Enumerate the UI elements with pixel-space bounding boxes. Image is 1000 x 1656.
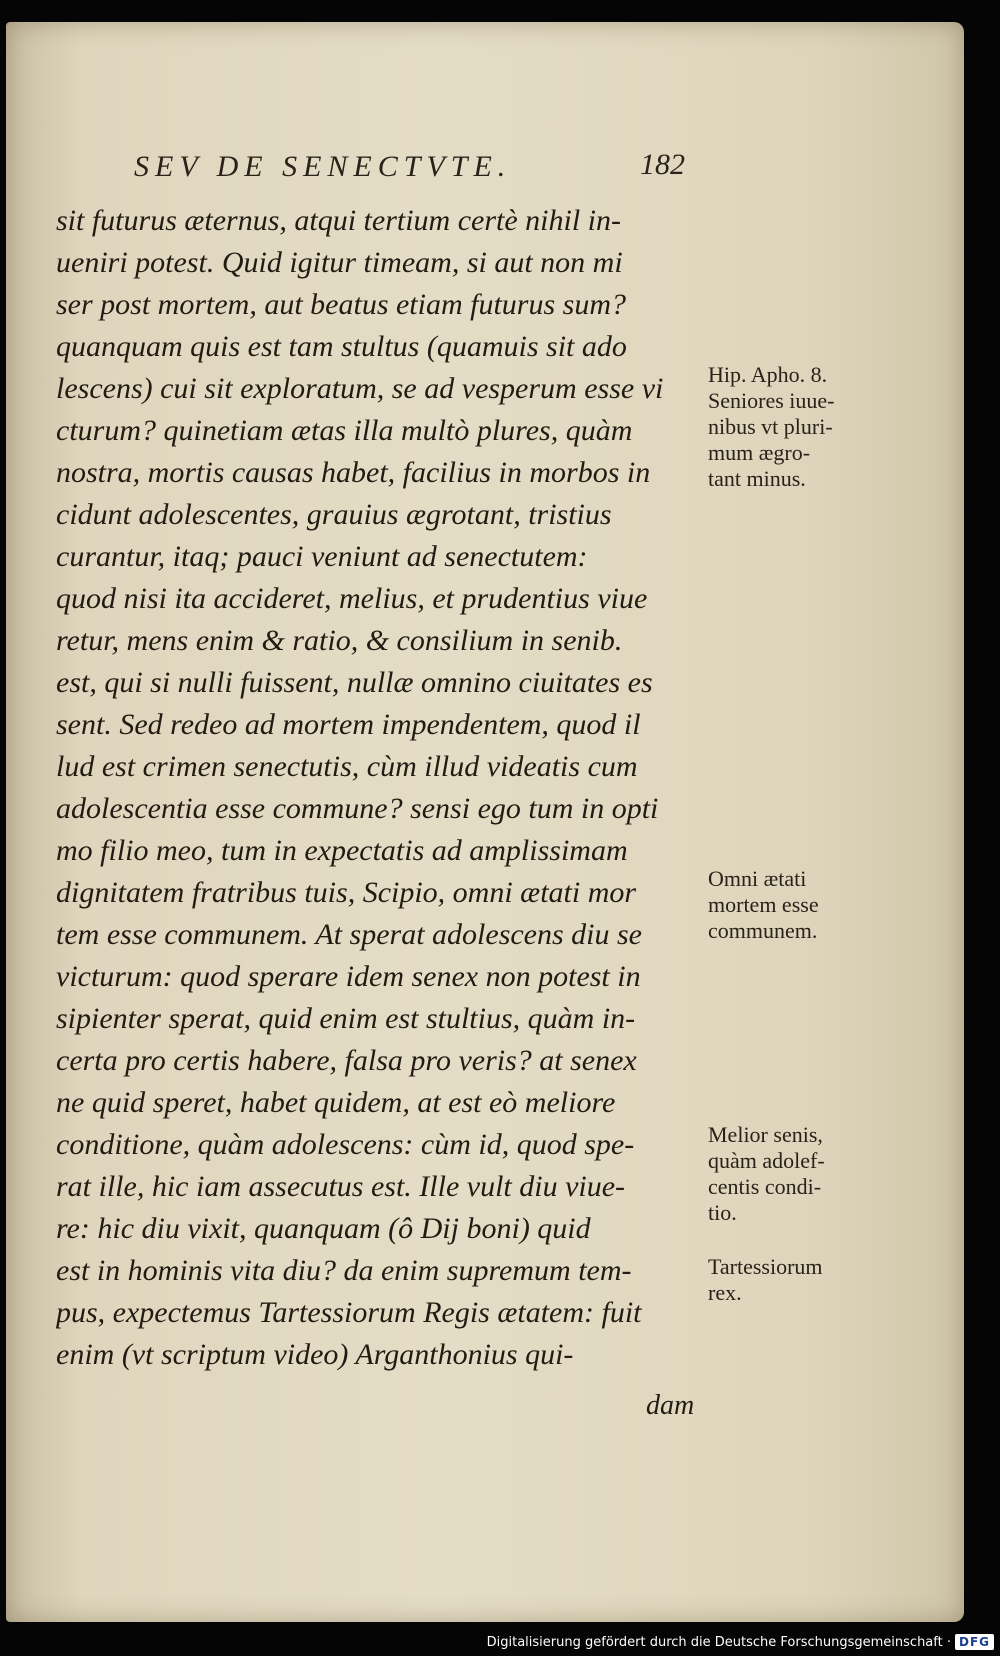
text-line: quanquam quis est tam stultus (quamuis sit ado bbox=[56, 330, 627, 363]
book-page bbox=[6, 22, 964, 1622]
text-line: re: hic diu vixit, quanquam (ô Dij boni) quid bbox=[56, 1212, 591, 1245]
note-line: centis condi- bbox=[708, 1174, 822, 1199]
text-line: conditione, quàm adolescens: cùm id, quod spe- bbox=[56, 1128, 635, 1161]
text-line: est in hominis vita diu? da enim supremum tem- bbox=[56, 1254, 632, 1287]
marginal-note-melior-senis bbox=[708, 1122, 908, 1226]
text-line: curantur, itaq; pauci veniunt ad senectutem: bbox=[56, 540, 588, 573]
text-line: mo filio meo, tum in expectatis ad amplissimam bbox=[56, 834, 628, 867]
marginal-note-tartessiorum bbox=[708, 1254, 908, 1306]
note-line: tant minus. bbox=[708, 466, 806, 491]
credit-text: Digitalisierung gefördert durch die Deutsche Forschungsgemeinschaft · bbox=[486, 1634, 951, 1650]
text-line: victurum: quod sperare idem senex non potest in bbox=[56, 960, 641, 993]
text-line: quod nisi ita accideret, melius, et prudentius viue bbox=[56, 582, 648, 615]
note-line: quàm adolef- bbox=[708, 1148, 825, 1173]
note-line: mortem esse bbox=[708, 892, 819, 917]
note-line: Melior senis, bbox=[708, 1122, 823, 1147]
text-line: tem esse communem. At sperat adolescens diu se bbox=[56, 918, 642, 951]
text-line: rat ille, hic iam assecutus est. Ille vult diu viue- bbox=[56, 1170, 626, 1203]
note-line: Omni ætati bbox=[708, 866, 807, 891]
note-line: Tartessiorum bbox=[708, 1254, 823, 1279]
marginal-note-omni-aetati bbox=[708, 866, 908, 944]
text-line: sipienter sperat, quid enim est stultius, quàm in- bbox=[56, 1002, 636, 1035]
marginal-note-hippocrates bbox=[708, 362, 908, 492]
note-line: Seniores iuue- bbox=[708, 388, 835, 413]
text-line: enim (vt scriptum video) Arganthonius qui- bbox=[56, 1338, 574, 1371]
text-line: cidunt adolescentes, grauius ægrotant, tristius bbox=[56, 498, 612, 531]
text-line: adolescentia esse commune? sensi ego tum in opti bbox=[56, 792, 659, 825]
text-line: lud est crimen senectutis, cùm illud videatis cum bbox=[56, 750, 638, 783]
note-line: communem. bbox=[708, 918, 818, 943]
text-line: cturum? quinetiam ætas illa multò plures, quàm bbox=[56, 414, 633, 447]
running-title: SEV DE SENECTVTE. bbox=[134, 150, 512, 183]
digitization-credit bbox=[487, 1630, 994, 1654]
note-line: rex. bbox=[708, 1280, 742, 1305]
text-line: nostra, mortis causas habet, facilius in morbos in bbox=[56, 456, 651, 489]
text-line: est, qui si nulli fuissent, nullæ omnino ciuitates es bbox=[56, 666, 653, 699]
page-number: 182 bbox=[640, 148, 685, 181]
note-line: Hip. Apho. 8. bbox=[708, 362, 828, 387]
note-line: tio. bbox=[708, 1200, 737, 1225]
text-line: sent. Sed redeo ad mortem impendentem, quod il bbox=[56, 708, 641, 741]
text-line: pus, expectemus Tartessiorum Regis ætatem: fuit bbox=[56, 1296, 642, 1329]
text-line: ser post mortem, aut beatus etiam futurus sum? bbox=[56, 288, 626, 321]
note-line: nibus vt pluri- bbox=[708, 414, 833, 439]
text-line: sit futurus æternus, atqui tertium certè nihil in- bbox=[56, 204, 621, 237]
catchword: dam bbox=[646, 1390, 695, 1421]
text-line: dignitatem fratribus tuis, Scipio, omni ætati mor bbox=[56, 876, 637, 909]
text-line: ueniri potest. Quid igitur timeam, si aut non mi bbox=[56, 246, 623, 279]
note-line: mum ægro- bbox=[708, 440, 811, 465]
text-line: retur, mens enim & ratio, & consilium in senib. bbox=[56, 624, 623, 657]
text-line: ne quid speret, habet quidem, at est eò meliore bbox=[56, 1086, 616, 1119]
dfg-logo: DFG bbox=[955, 1634, 994, 1650]
text-line: certa pro certis habere, falsa pro veris? at senex bbox=[56, 1044, 637, 1077]
text-line: lescens) cui sit exploratum, se ad vesperum esse vi bbox=[56, 372, 664, 405]
